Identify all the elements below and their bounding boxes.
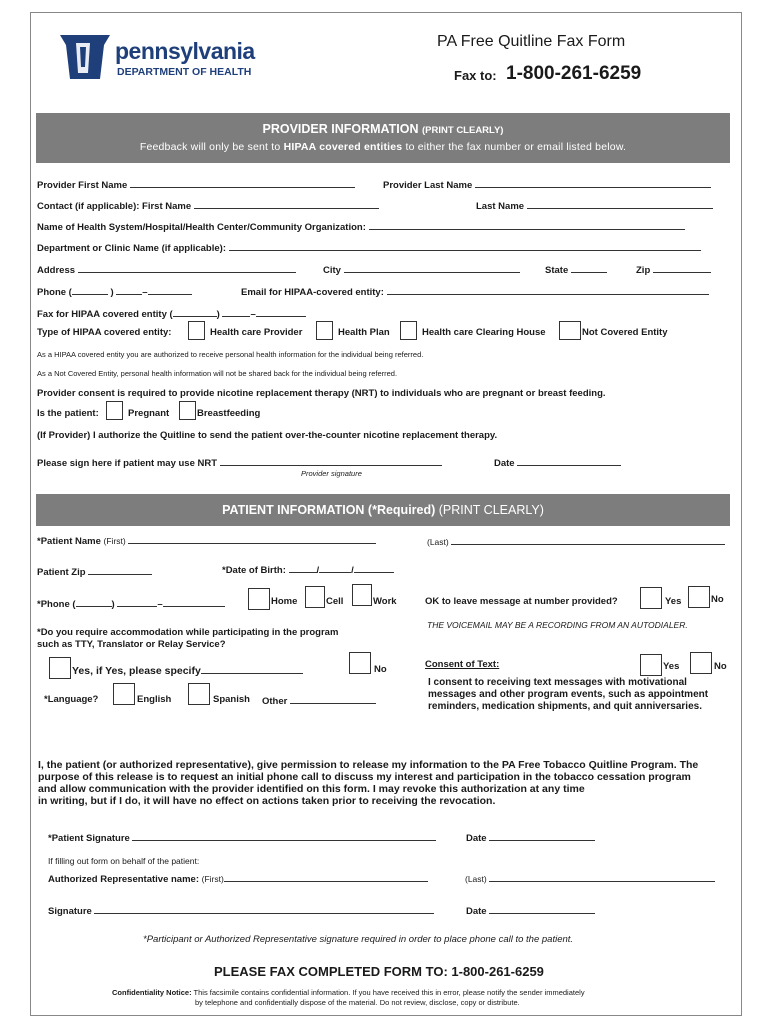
is-patient-label: Is the patient: [37, 408, 99, 419]
provider-first-name-field[interactable]: Provider First Name [37, 178, 355, 191]
hipaa-provider-checkbox[interactable] [188, 321, 205, 340]
permission-line-3: and allow communication with the provider identified on this form. I may revoke this authorization at any time [38, 783, 585, 795]
accommodation-yes-checkbox[interactable] [49, 657, 71, 679]
provider-last-name-field[interactable]: Provider Last Name [383, 178, 711, 191]
text-consent-line-3: reminders, medication shipments, and quit anniversaries. [428, 701, 702, 712]
pennsylvania-keystone-logo-icon [58, 33, 112, 81]
phone-cell-label: Cell [326, 596, 344, 607]
logo-wordmark: pennsylvania [115, 38, 255, 64]
feedback-pre: Feedback will only be sent to [139, 141, 284, 153]
hipaa-note-not-covered: As a Not Covered Entity, personal health information will not be shared back for the individual being referred. [37, 369, 398, 378]
patient-signature-date-field[interactable]: Date [466, 831, 595, 844]
breastfeeding-label: Breastfeeding [197, 408, 261, 419]
text-consent-no-checkbox[interactable] [690, 652, 712, 674]
pregnant-checkbox[interactable] [106, 401, 123, 420]
hipaa-note-covered: As a HIPAA covered entity you are authorized to receive personal health information for the individual being referred. [37, 350, 424, 359]
accommodation-no-checkbox[interactable] [349, 652, 371, 674]
auth-rep-first-field[interactable]: Authorized Representative name: (First) [48, 872, 428, 885]
hipaa-provider-label: Health care Provider [210, 327, 303, 338]
permission-line-4: in writing, but if I do, it will have no effect on actions taken prior to receiving the revocation. [38, 795, 496, 807]
text-consent-line-2: messages and other program events, such as appointment [428, 689, 709, 700]
provider-section-note: (PRINT CLEARLY) [422, 125, 504, 136]
permission-line-1: I, the patient (or authorized representative), give permission to release my information to the PA Free Tobacco Quitline Program. The [38, 759, 699, 771]
dob-field[interactable]: *Date of Birth: / / [222, 563, 394, 576]
confidentiality-line-1: Confidentiality Notice: This facsimile contains confidential information. If you have received this in error, please notify the sender immediately [112, 988, 585, 997]
provider-signature-caption: Provider signature [301, 469, 362, 478]
department-field[interactable]: Department or Clinic Name (if applicable): [37, 241, 701, 254]
ok-message-no-label: No [711, 594, 724, 605]
voicemail-note: THE VOICEMAIL MAY BE A RECORDING FROM AN AUTODIALER. [427, 620, 688, 630]
hipaa-clearing-house-label: Health care Clearing House [422, 327, 546, 338]
text-consent-no-label: No [714, 661, 727, 672]
hipaa-type-label: Type of HIPAA covered entity: [37, 327, 172, 338]
phone-work-checkbox[interactable] [352, 584, 372, 606]
text-consent-yes-label: Yes [663, 661, 680, 672]
auth-rep-last-field[interactable]: (Last) [465, 872, 715, 884]
city-field[interactable]: City [323, 263, 520, 276]
patient-first-name-field[interactable]: *Patient Name (First) [37, 534, 376, 547]
hipaa-health-plan-label: Health Plan [338, 327, 390, 338]
phone-home-label: Home [271, 596, 298, 607]
organization-field[interactable]: Name of Health System/Hospital/Health Center/Community Organization: [37, 220, 685, 233]
consent-text-label: Consent of Text: [425, 659, 500, 670]
auth-rep-date-field[interactable]: Date [466, 904, 595, 917]
contact-last-name-field[interactable]: Last Name [476, 199, 713, 212]
ok-message-label: OK to leave message at number provided? [425, 596, 618, 607]
ok-message-yes-checkbox[interactable] [640, 587, 662, 609]
accommodation-yes-field[interactable]: Yes, if Yes, please specify [72, 664, 303, 677]
fax-to-label: Fax to: [454, 68, 497, 83]
language-spanish-label: Spanish [213, 694, 250, 705]
form-title: PA Free Quitline Fax Form [437, 33, 626, 50]
not-covered-entity-label: Not Covered Entity [582, 327, 668, 338]
provider-section-title: PROVIDER INFORMATION [262, 122, 419, 136]
not-covered-entity-checkbox[interactable] [559, 321, 581, 340]
ok-message-no-checkbox[interactable] [688, 586, 710, 608]
zip-field[interactable]: Zip [636, 263, 711, 276]
permission-line-2: purpose of this release is to request an initial phone call to discuss my interest and participation in the tobacco cessation program [38, 771, 691, 783]
confidentiality-line-2: by telephone and confidentially dispose of the material. Do not review, disclose, copy or distribute. [195, 998, 520, 1007]
language-english-label: English [137, 694, 172, 705]
auth-rep-signature-field[interactable]: Signature [48, 904, 434, 917]
fax-completed-form-note: PLEASE FAX COMPLETED FORM TO: 1-800-261-6259 [214, 964, 544, 979]
contact-first-name-field[interactable]: Contact (if applicable): First Name [37, 199, 379, 212]
state-field[interactable]: State [545, 263, 607, 276]
pregnant-label: Pregnant [128, 408, 170, 419]
provider-fax-field[interactable]: Fax for HIPAA covered entity ( ) – [37, 307, 306, 320]
patient-signature-field[interactable]: *Patient Signature [48, 831, 436, 844]
phone-home-checkbox[interactable] [248, 588, 270, 610]
feedback-bold: HIPAA covered entities [283, 141, 403, 153]
provider-email-field[interactable]: Email for HIPAA-covered entity: [241, 285, 709, 298]
language-english-checkbox[interactable] [113, 683, 135, 705]
patient-section-note: (PRINT CLEARLY) [438, 503, 544, 517]
signature-required-note: *Participant or Authorized Representative signature required in order to place phone call to the patient. [143, 934, 574, 945]
address-field[interactable]: Address [37, 263, 296, 276]
accommodation-question-1: *Do you require accommodation while participating in the program [37, 627, 339, 638]
phone-cell-checkbox[interactable] [305, 586, 325, 608]
nrt-date-field[interactable]: Date [494, 456, 621, 469]
provider-phone-field[interactable]: Phone ( ) – [37, 285, 192, 298]
hipaa-health-plan-checkbox[interactable] [316, 321, 333, 340]
ok-message-yes-label: Yes [665, 596, 682, 607]
nrt-consent-note: Provider consent is required to provide nicotine replacement therapy (NRT) to individuals who are pregnant or breast feeding. [37, 388, 606, 399]
hipaa-clearing-house-checkbox[interactable] [400, 321, 417, 340]
accommodation-no-label: No [374, 664, 387, 675]
patient-phone-field[interactable]: *Phone ( ) – [37, 597, 225, 610]
language-spanish-checkbox[interactable] [188, 683, 210, 705]
nrt-authorize-note: (If Provider) I authorize the Quitline to send the patient over-the-counter nicotine replacement therapy. [37, 430, 498, 441]
phone-work-label: Work [373, 596, 397, 607]
breastfeeding-checkbox[interactable] [179, 401, 196, 420]
text-consent-yes-checkbox[interactable] [640, 654, 662, 676]
feedback-post: to either the fax number or email listed below. [402, 141, 627, 153]
patient-section-title: PATIENT INFORMATION (*Required) [222, 503, 436, 517]
fax-number: 1-800-261-6259 [506, 63, 642, 84]
on-behalf-note: If filling out form on behalf of the patient: [48, 856, 200, 866]
language-label: *Language? [44, 694, 99, 705]
nrt-signature-field[interactable]: Please sign here if patient may use NRT [37, 456, 442, 469]
language-other-field[interactable]: Other [262, 694, 376, 707]
patient-last-name-field[interactable]: (Last) [427, 535, 725, 547]
logo-department: DEPARTMENT OF HEALTH [117, 66, 252, 78]
text-consent-line-1: I consent to receiving text messages with motivational [428, 677, 687, 688]
accommodation-question-2: such as TTY, Translator or Relay Service? [37, 639, 226, 650]
provider-section-band [36, 113, 730, 163]
patient-zip-field[interactable]: Patient Zip [37, 565, 152, 578]
patient-section-band [36, 494, 730, 526]
